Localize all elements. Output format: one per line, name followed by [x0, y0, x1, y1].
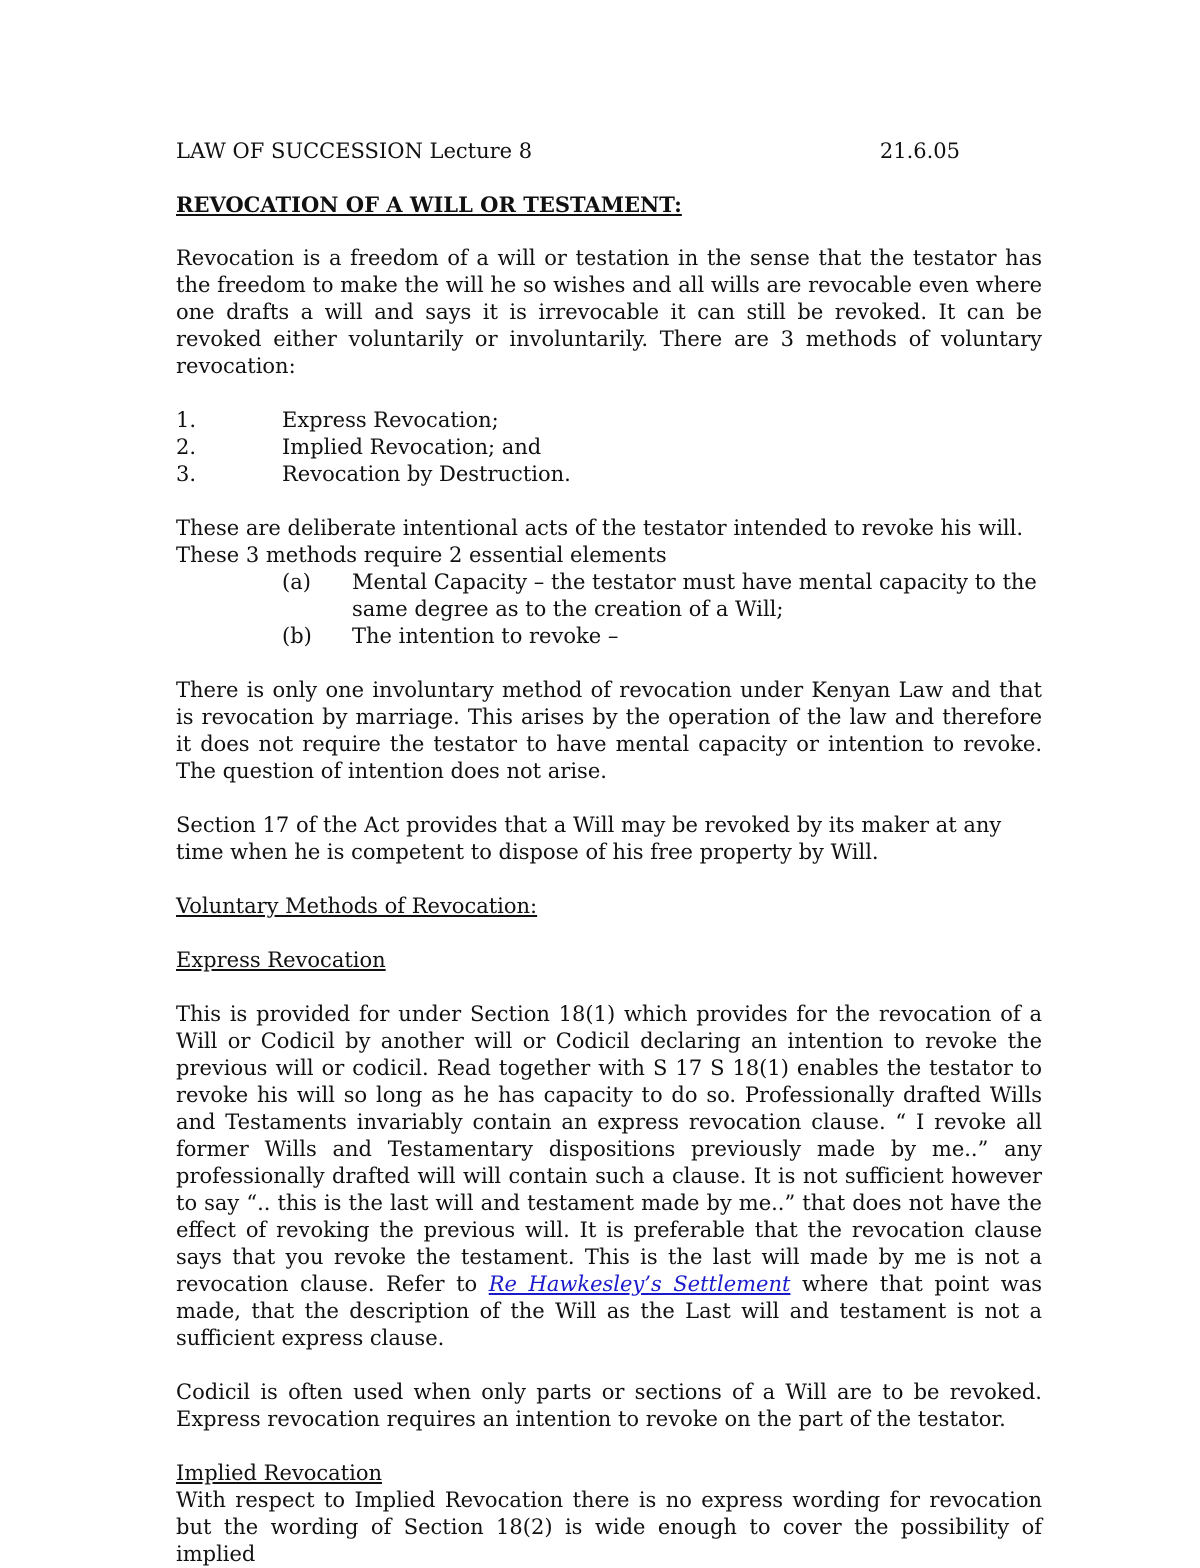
list-item-text: Revocation by Destruction. [282, 462, 571, 486]
involuntary-paragraph: There is only one involuntary method of revocation under Kenyan Law and that is revocation by marriage. This arises by the operation of the law and therefore it does not require the testator to have mental capacity or intention to revoke. The question of intention does not arise. [176, 678, 1042, 783]
list-item-number: 2. [176, 435, 197, 459]
list-item-text: Express Revocation; [282, 408, 499, 432]
list-item-text: Mental Capacity – the testator must have mental capacity to the same degree as to the creation of a Will; [352, 570, 1037, 621]
document-header [176, 138, 960, 165]
elements-list [282, 569, 1042, 650]
express-heading: Express Revocation [176, 948, 386, 972]
list-item-letter: (a) [282, 570, 311, 594]
section17-paragraph: Section 17 of the Act provides that a Will may be revoked by its maker at any time when he is competent to dispose of his free property by Will. [176, 813, 1002, 864]
deliberate-line-1: These are deliberate intentional acts of the testator intended to revoke his will. [176, 516, 1024, 540]
codicil-paragraph: Codicil is often used when only parts or sections of a Will are to be revoked. Express revocation requires an intention to revoke on the part of the testator. [176, 1380, 1042, 1431]
express-text-before: This is provided for under Section 18(1) which provides for the revocation of a Will or Codicil by another will or Codicil declaring an intention to revoke the previous will or codicil. Read together with S 17 S 18(1) enables the testator to revoke his will so long as he has capacity to do so. Professionally drafted Wills and Testaments invariably contain an express revocation clause. “ I revoke all former Wills and Testamentary dispositions previously made by me..” any professionally drafted will will contain such a clause. It is not sufficient however to say “.. this is the last will and testament made by me..” that does not have the effect of revoking the previous will. It is preferable that the revocation clause says that you revoke the testament. This is the last will made by me is not a revocation clause. Refer to [176, 1002, 1042, 1296]
list-item [282, 569, 1042, 623]
implied-heading: Implied Revocation [176, 1461, 382, 1485]
list-item [176, 434, 1042, 461]
express-paragraph [176, 1001, 1042, 1352]
list-item [176, 407, 1042, 434]
deliberate-line-2: These 3 methods require 2 essential elements [176, 543, 667, 567]
list-item-number: 1. [176, 408, 197, 432]
document-page [176, 138, 1042, 1568]
list-item-text: The intention to revoke – [352, 624, 619, 648]
case-link-re-hawkesley[interactable]: Re Hawkesley’s Settlement [488, 1272, 791, 1296]
list-item-number: 3. [176, 462, 197, 486]
list-item-text: Implied Revocation; and [282, 435, 542, 459]
implied-paragraph: With respect to Implied Revocation there is no express wording for revocation but the wording of Section 18(2) is wide enough to cover the possibility of implied [176, 1488, 1042, 1566]
voluntary-heading: Voluntary Methods of Revocation: [176, 894, 538, 918]
list-item-letter: (b) [282, 624, 312, 648]
list-item [282, 623, 1042, 650]
page-title: REVOCATION OF A WILL OR TESTAMENT: [176, 192, 682, 217]
methods-list [176, 407, 1042, 488]
intro-paragraph: Revocation is a freedom of a will or testation in the sense that the testator has the freedom to make the will he so wishes and all wills are revocable even where one drafts a will and says it is irrevocable it can still be revoked. It can be revoked either voluntarily or involuntarily. There are 3 methods of voluntary revocation: [176, 246, 1042, 378]
header-course-title: LAW OF SUCCESSION Lecture 8 [176, 139, 533, 163]
express-text-after: where that point was made, that the description of the Will as the Last will and testament is not a sufficient express clause. [176, 1272, 1042, 1350]
list-item [176, 461, 1042, 488]
header-date: 21.6.05 [879, 139, 960, 163]
